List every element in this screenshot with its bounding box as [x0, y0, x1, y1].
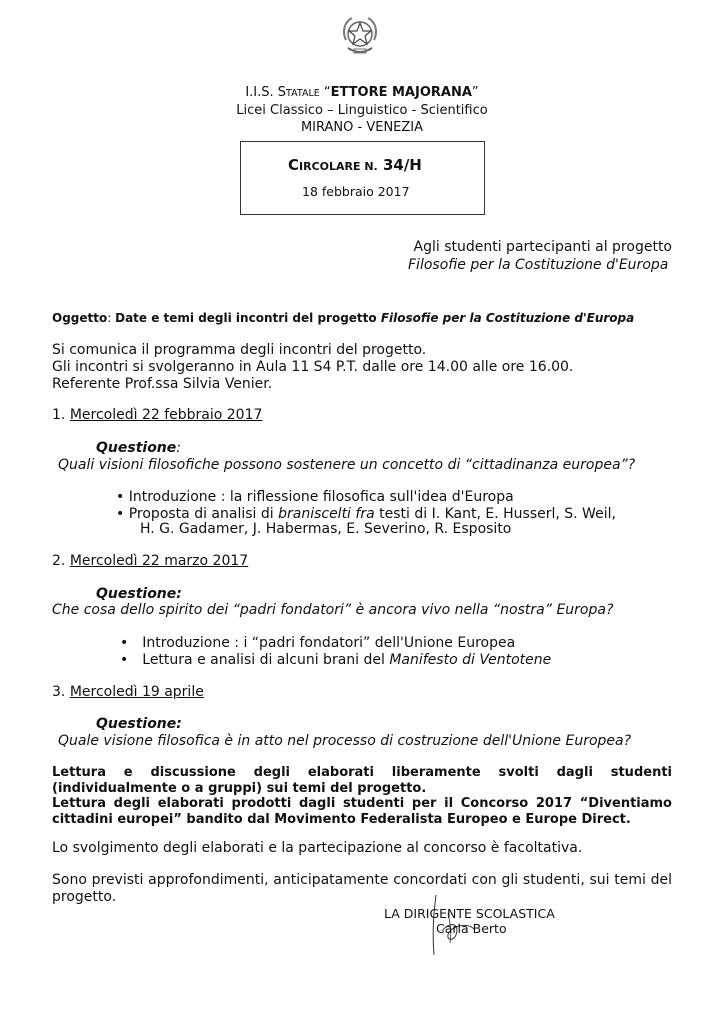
closing-line: Lo svolgimento degli elaborati e la partecipazione al concorso è facoltativa.	[52, 840, 583, 856]
recipients-project: Filosofie per la Costituzione d'Europa	[408, 257, 669, 273]
intro-line: Referente Prof.ssa Silvia Venier.	[52, 376, 273, 392]
list-item: • Proposta di analisi di braniscelti fra testi di I. Kant, E. Husserl, S. Weil,	[116, 506, 616, 522]
list-item: • Introduzione : la riflessione filosofica sull'idea d'Europa	[116, 489, 514, 505]
school-header	[0, 84, 724, 136]
recipients-line: Agli studenti partecipanti al progetto	[413, 239, 672, 255]
bullet-icon: •	[116, 489, 125, 505]
circular-box-underline	[240, 214, 484, 215]
note-paragraph: Lettura degli elaborati prodotti dagli studenti per il Concorso 2017 “Diventiamo cittadini europei” bandito dal Movimento Federalista Europeo e Europe Direct.	[52, 796, 672, 827]
list-item: • Introduzione : i “padri fondatori” dell'Unione Europea	[120, 635, 516, 651]
subject-line: Oggetto: Date e temi degli incontri del progetto Filosofie per la Costituzione d'Europa	[52, 311, 635, 325]
question-text: Quale visione filosofica è in atto nel processo di costruzione dell'Unione Europea?	[58, 733, 632, 749]
signature-role: LA DIRIGENTE SCOLASTICA	[384, 906, 555, 921]
bullet-icon: •	[116, 506, 125, 522]
meeting-heading: 3. Mercoledì 19 aprile	[52, 684, 204, 700]
list-item: • Lettura e analisi di alcuni brani del Manifesto di Ventotene	[120, 652, 552, 668]
list-item-continuation: H. G. Gadamer, J. Habermas, E. Severino, R. Esposito	[140, 521, 512, 537]
school-licei-line: Licei Classico – Linguistico - Scientifico	[236, 103, 488, 118]
question-text: Che cosa dello spirito dei “padri fondatori” è ancora vivo nella “nostra” Europa?	[52, 602, 614, 618]
meeting-heading: 1. Mercoledì 22 febbraio 2017	[52, 407, 263, 423]
question-label: Questione:	[96, 440, 181, 456]
school-location-line: MIRANO - VENEZIA	[300, 120, 424, 135]
bullet-icon: •	[120, 652, 129, 668]
closing-paragraph: Sono previsti approfondimenti, anticipatamente concordati con gli studenti, sui temi del progetto.	[52, 872, 672, 905]
question-text: Quali visioni filosofiche possono sostenere un concetto di “cittadinanza europea”?	[58, 457, 636, 473]
note-paragraph: Lettura e discussione degli elaborati liberamente svolti dagli studenti (individualmente o a gruppi) sui temi del progetto.	[52, 765, 672, 796]
question-label: Questione:	[96, 716, 182, 732]
question-label: Questione:	[96, 586, 182, 602]
circular-date: 18 febbraio 2017	[302, 184, 410, 199]
circular-box	[240, 141, 485, 215]
meeting-heading: 2. Mercoledì 22 marzo 2017	[52, 553, 249, 569]
bullet-icon: •	[120, 635, 129, 651]
circular-title: CIRCOLARE N. 34/H	[288, 156, 422, 174]
intro-line: Si comunica il programma degli incontri del progetto.	[52, 342, 427, 358]
signature-name: Carla Berto	[436, 921, 507, 936]
school-name-line: I.I.S. STATALE “ETTORE MAJORANA”	[245, 85, 479, 100]
school-name: ETTORE MAJORANA	[330, 85, 472, 100]
italian-republic-emblem-icon	[340, 14, 380, 58]
intro-line: Gli incontri si svolgeranno in Aula 11 S4 P.T. dalle ore 14.00 alle ore 16.00.	[52, 359, 574, 375]
